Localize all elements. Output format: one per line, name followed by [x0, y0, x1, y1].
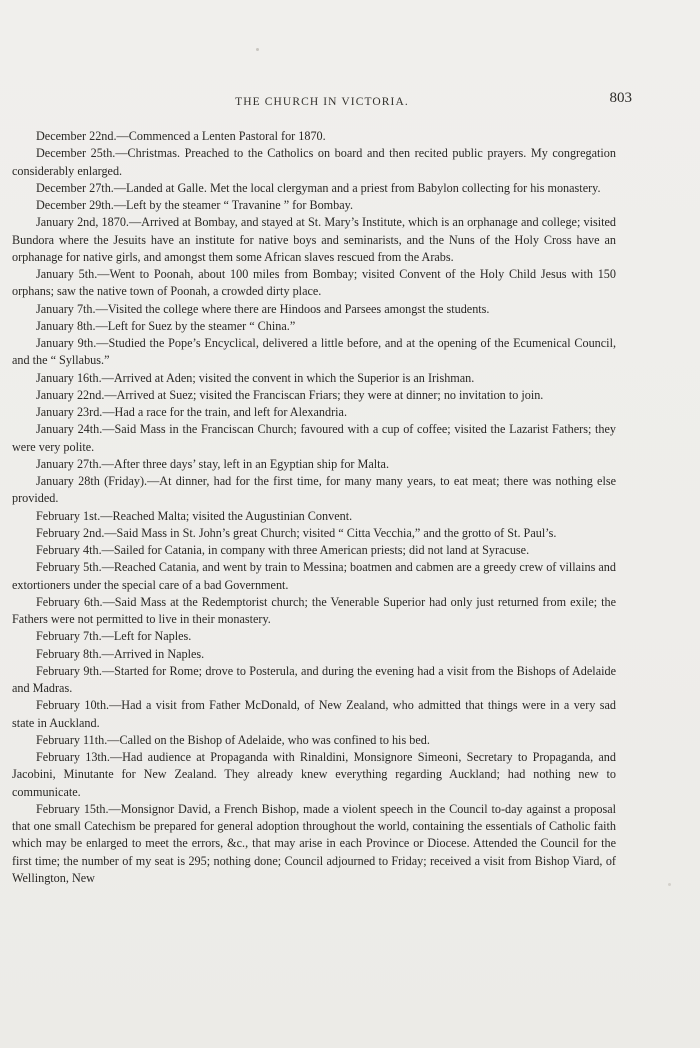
- diary-entry: January 8th.—Left for Suez by the steamer “ China.”: [36, 318, 296, 333]
- paper-speck: [668, 883, 671, 886]
- diary-entry: January 23rd.—Had a race for the train, and left for Alexandria.: [36, 405, 347, 419]
- diary-entry: January 2nd, 1870.—Arrived at Bombay, and stayed at St. Mary’s Institute, which is an orphanage and college; visited Bundora where the Jesuits have an institute for native boys and seminarists, and the Nuns of the Holy Cross have an orphanage for native girls, and amongst them some African slaves rescued from the Arabs.: [12, 215, 616, 264]
- diary-entry: February 5th.—Reached Catania, and went by train to Messina; boatmen and cabmen are a greedy crew of villains and extortioners under the special care of a bad Government.: [12, 560, 616, 592]
- diary-entry: February 13th.—Had audience at Propaganda with Rinaldini, Monsignore Simeoni, Secretary to Propaganda, and Jacobini, Minutante for New Zealand. They already knew everything regarding Auckland; had nothing new to communicate.: [12, 750, 616, 799]
- page-number: 803: [609, 90, 632, 106]
- diary-entry: February 11th.—Called on the Bishop of Adelaide, who was confined to his bed.: [36, 732, 430, 747]
- diary-entry: February 2nd.—Said Mass in St. John’s great Church; visited “ Citta Vecchia,” and the grotto of St. Paul’s.: [36, 525, 557, 540]
- diary-entry: February 1st.—Reached Malta; visited the Augustinian Convent.: [36, 508, 353, 523]
- running-head: THE CHURCH IN VICTORIA.: [235, 96, 409, 108]
- diary-entry: December 22nd.—Commenced a Lenten Pastoral for 1870.: [36, 129, 326, 143]
- diary-entry: January 5th.—Went to Poonah, about 100 miles from Bombay; visited Convent of the Holy Child Jesus with 150 orphans; saw the native town of Poonah, a crowded dirty place.: [12, 267, 616, 299]
- diary-entry: January 16th.—Arrived at Aden; visited the convent in which the Superior is an Irishman.: [36, 370, 475, 385]
- diary-entry: February 7th.—Left for Naples.: [36, 629, 192, 644]
- diary-entry: February 10th.—Had a visit from Father McDonald, of New Zealand, who admitted that things were in a very sad state in Auckland.: [12, 698, 616, 730]
- diary-entry: February 9th.—Started for Rome; drove to Posterula, and during the evening had a visit from the Bishops of Adelaide and Madras.: [12, 663, 616, 695]
- page-header: [12, 90, 632, 114]
- diary-entry: February 15th.—Monsignor David, a French Bishop, made a violent speech in the Council to-day against a proposal that one small Catechism be prepared for general adoption throughout the world, containing the essentials of Catholic faith which may be enlarged to meet the errors, &c., that may arise in each Province or Diocese. Attended the Council for the first time; the number of my seat is 295; nothing done; Council adjourned to Friday; received a visit from Bishop Viard, of Wellington, New: [12, 801, 616, 885]
- diary-entry: January 9th.—Studied the Pope’s Encyclical, delivered a little before, and at the opening of the Ecumenical Council, and the “ Syllabus.”: [12, 336, 616, 368]
- paper-speck: [256, 48, 259, 51]
- diary-entry: January 22nd.—Arrived at Suez; visited the Franciscan Friars; they were at dinner; no invitation to join.: [36, 387, 544, 402]
- diary-entry: January 7th.—Visited the college where there are Hindoos and Parsees amongst the students.: [36, 301, 490, 316]
- diary-entry: January 28th (Friday).—At dinner, had for the first time, for many many years, to eat meat; there was nothing else provided.: [12, 474, 616, 506]
- diary-entry: December 25th.—Christmas. Preached to the Catholics on board and then recited public prayers. My congregation considerably enlarged.: [12, 146, 616, 178]
- diary-entry: January 24th.—Said Mass in the Franciscan Church; favoured with a cup of coffee; visited the Lazarist Fathers; they were very polite.: [12, 422, 616, 454]
- diary-entry: February 6th.—Said Mass at the Redemptorist church; the Venerable Superior had only just returned from exile; the Fathers were not permitted to live in their monastery.: [12, 594, 616, 626]
- diary-text: [12, 128, 616, 887]
- diary-entry: December 29th.—Left by the steamer “ Travanine ” for Bombay.: [36, 198, 353, 212]
- diary-entry: February 4th.—Sailed for Catania, in company with three American priests; did not land at Syracuse.: [36, 543, 530, 557]
- diary-entry: December 27th.—Landed at Galle. Met the local clergyman and a priest from Babylon collecting for his monastery.: [36, 180, 601, 195]
- diary-entry: January 27th.—After three days’ stay, left in an Egyptian ship for Malta.: [36, 456, 389, 471]
- diary-entry: February 8th.—Arrived in Naples.: [36, 646, 205, 661]
